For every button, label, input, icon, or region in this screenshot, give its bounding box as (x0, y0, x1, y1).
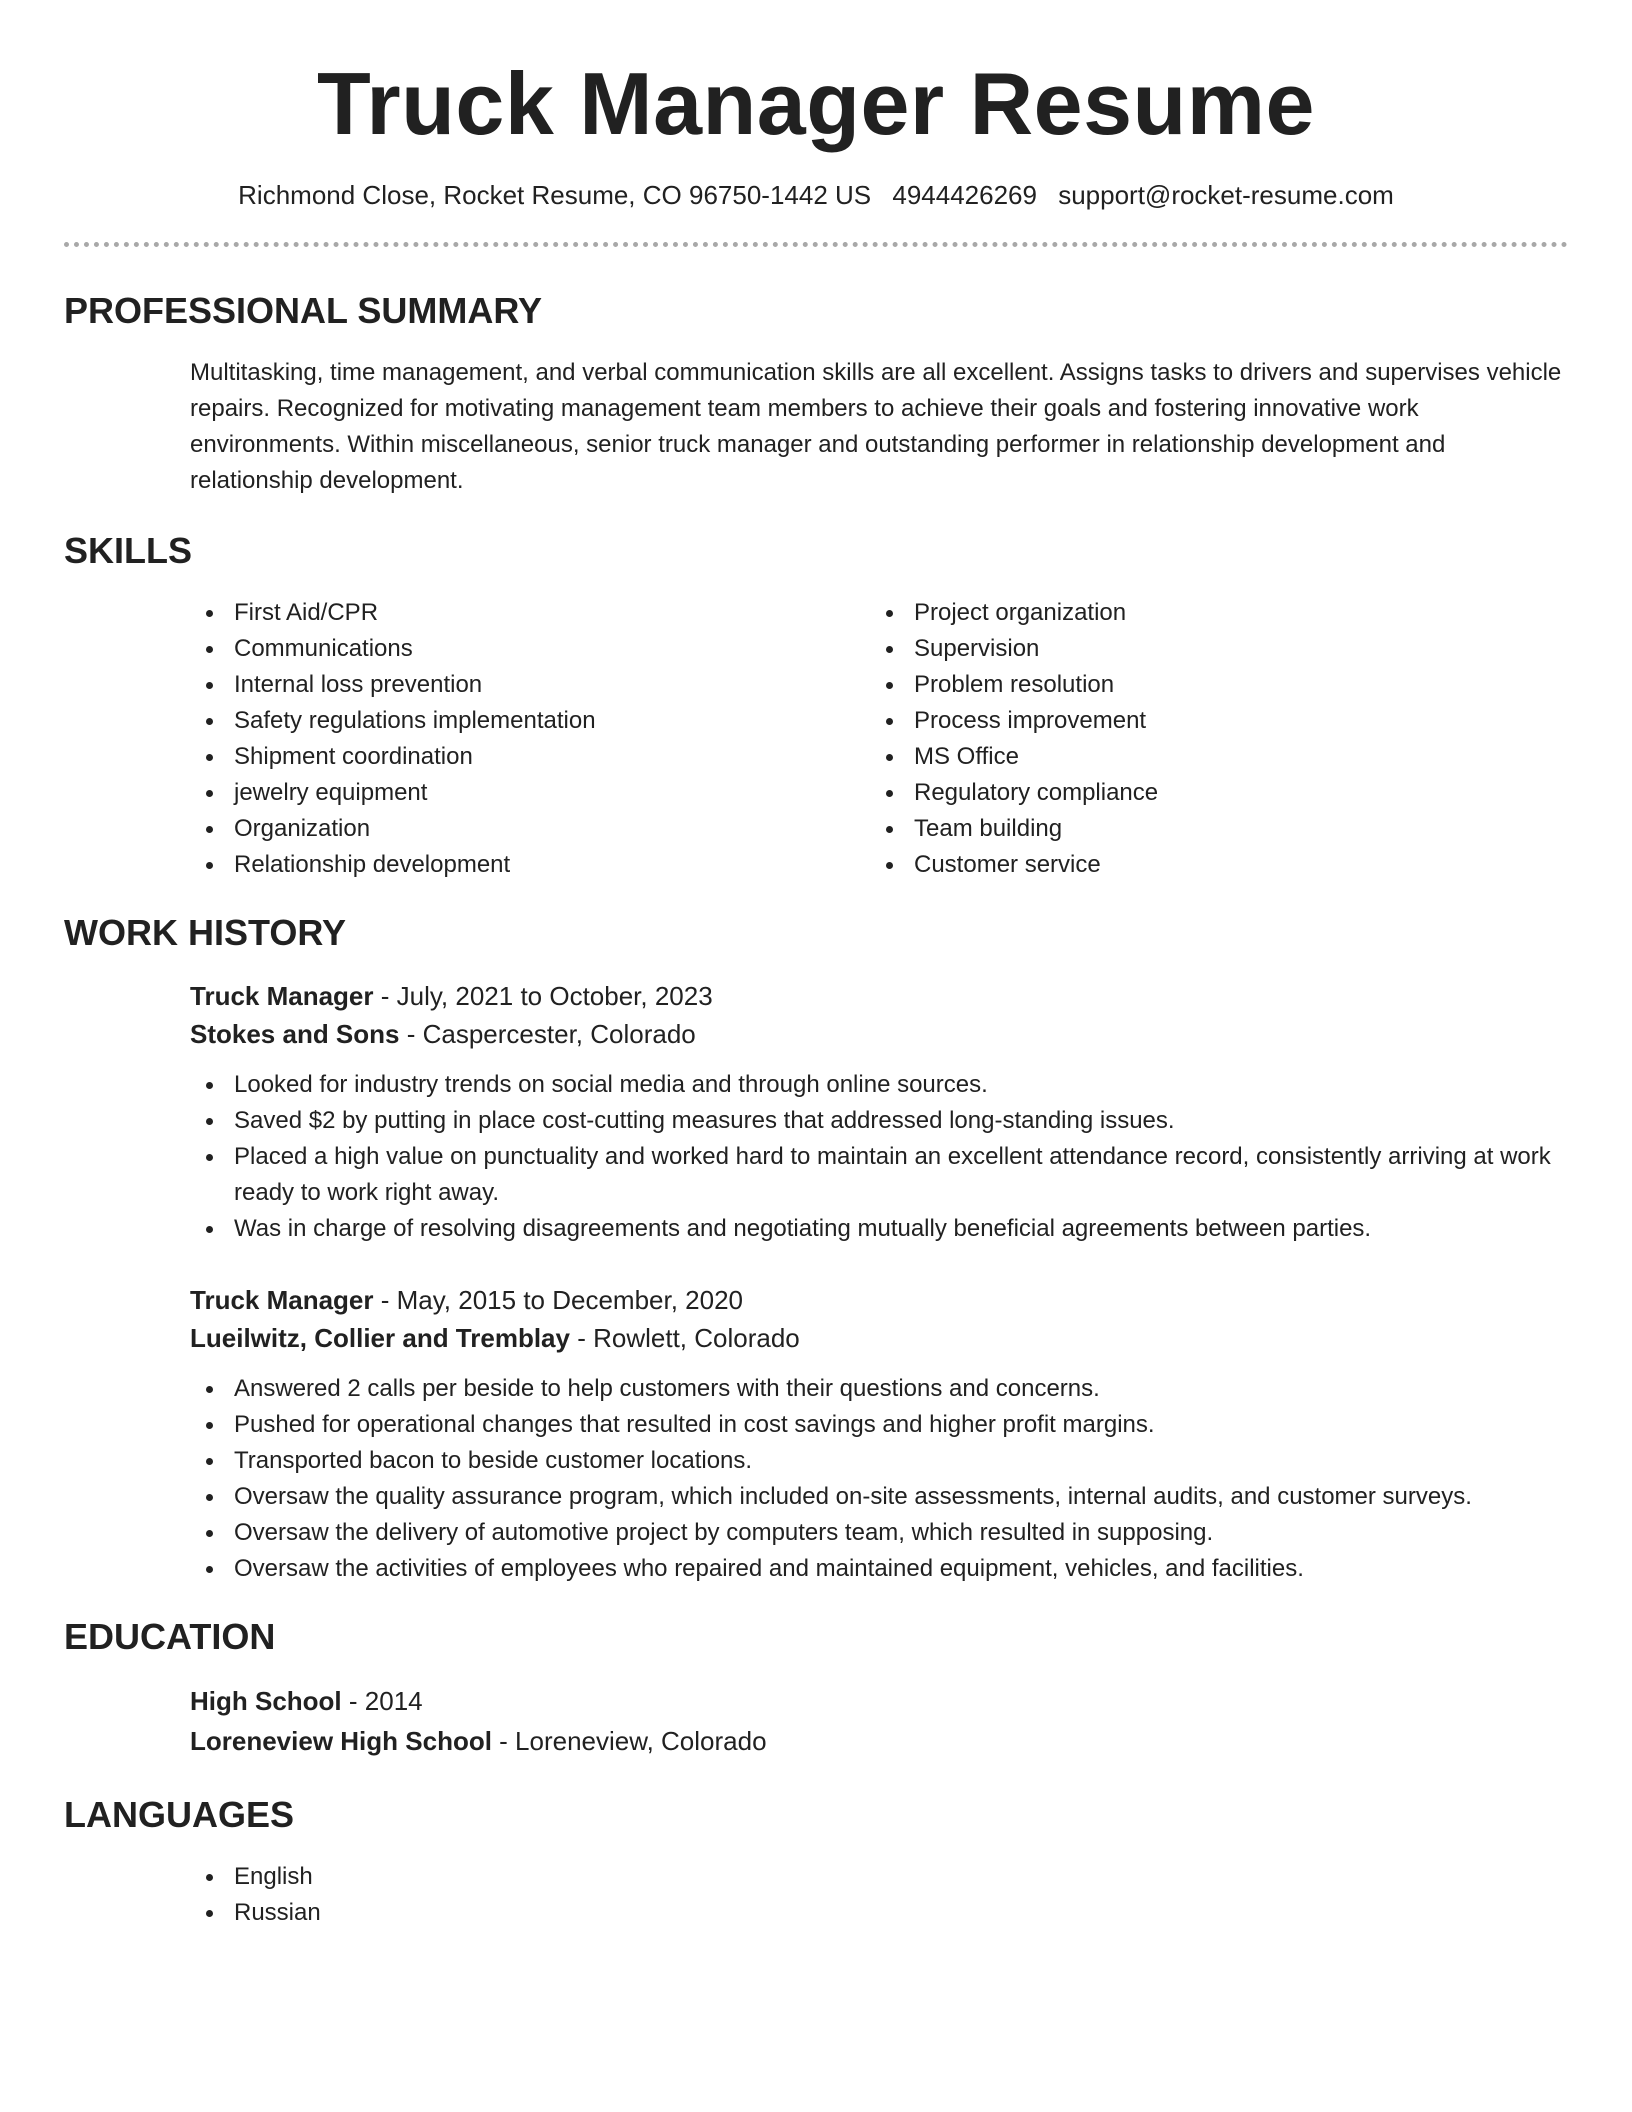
skill-item: First Aid/CPR (190, 595, 870, 631)
skill-item: MS Office (870, 739, 1550, 775)
skill-item: Safety regulations implementation (190, 703, 870, 739)
job-dates: - July, 2021 to October, 2023 (373, 981, 713, 1011)
skills-list-left (190, 595, 870, 883)
languages-body (190, 1859, 1568, 1931)
education-school-line (190, 1721, 1568, 1761)
skill-item: Supervision (870, 631, 1550, 667)
job-title: Truck Manager (190, 981, 374, 1011)
job-company: Stokes and Sons (190, 1019, 400, 1049)
language-item: Russian (190, 1895, 1568, 1931)
job-duty-item: Answered 2 calls per beside to help customers with their questions and concerns. (190, 1371, 1568, 1407)
job-duty-item: Pushed for operational changes that resulted in cost savings and higher profit margins. (190, 1407, 1568, 1443)
job-location: - Caspercester, Colorado (399, 1019, 696, 1049)
languages-section (64, 1793, 1568, 1931)
education-school: Loreneview High School (190, 1726, 492, 1756)
contact-line (64, 178, 1568, 212)
summary-heading: PROFESSIONAL SUMMARY (64, 290, 543, 331)
skill-item: Process improvement (870, 703, 1550, 739)
skill-item: Problem resolution (870, 667, 1550, 703)
education-heading: EDUCATION (64, 1616, 276, 1657)
job-duty-item: Placed a high value on punctuality and worked hard to maintain an excellent attendance record, consistently arriving at work ready to work right away. (190, 1139, 1568, 1211)
skill-item: jewelry equipment (190, 775, 870, 811)
job-duty-item: Oversaw the activities of employees who repaired and maintained equipment, vehicles, and facilities. (190, 1551, 1568, 1587)
skill-item: Internal loss prevention (190, 667, 870, 703)
job-dates: - May, 2015 to December, 2020 (373, 1285, 744, 1315)
skill-item: Relationship development (190, 847, 870, 883)
resume-title: Truck Manager Resume (317, 54, 1315, 153)
job-title: Truck Manager (190, 1285, 374, 1315)
work-history-heading: WORK HISTORY (64, 912, 347, 953)
education-year: - 2014 (341, 1686, 423, 1716)
skills-heading: SKILLS (64, 530, 193, 571)
job-entry (190, 977, 1568, 1247)
skills-column-left (190, 595, 870, 883)
summary-section (64, 289, 1568, 499)
skills-grid (190, 595, 1568, 883)
languages-heading: LANGUAGES (64, 1794, 295, 1835)
education-location: - Loreneview, Colorado (491, 1726, 767, 1756)
job-duty-item: Looked for industry trends on social media and through online sources. (190, 1067, 1568, 1103)
job-duty-item: Oversaw the quality assurance program, which included on-site assessments, internal audits, and customer surveys. (190, 1479, 1568, 1515)
education-entry (190, 1681, 1568, 1761)
job-company: Lueilwitz, Collier and Tremblay (190, 1323, 570, 1353)
job-duty-item: Was in charge of resolving disagreements and negotiating mutually beneficial agreements between parties. (190, 1211, 1568, 1247)
job-title-line (190, 1281, 1568, 1319)
work-history-section (64, 911, 1568, 1587)
skill-item: Project organization (870, 595, 1550, 631)
contact-address: Richmond Close, Rocket Resume, CO 96750-1442 US (238, 180, 872, 210)
header-divider (64, 242, 1568, 247)
skills-column-right (870, 595, 1550, 883)
education-section (64, 1615, 1568, 1761)
skill-item: Customer service (870, 847, 1550, 883)
job-company-line (190, 1319, 1568, 1357)
skill-item: Organization (190, 811, 870, 847)
job-duty-item: Saved $2 by putting in place cost-cutting measures that addressed long-standing issues. (190, 1103, 1568, 1139)
job-duties (190, 1067, 1568, 1247)
skills-list-right (870, 595, 1550, 883)
job-entry (190, 1281, 1568, 1587)
job-duty-item: Oversaw the delivery of automotive project by computers team, which resulted in supposing. (190, 1515, 1568, 1551)
skill-item: Team building (870, 811, 1550, 847)
contact-email: support@rocket-resume.com (1058, 180, 1394, 210)
contact-phone: 4944426269 (892, 180, 1037, 210)
skills-section (64, 529, 1568, 883)
job-duty-item: Transported bacon to beside customer locations. (190, 1443, 1568, 1479)
language-item: English (190, 1859, 1568, 1895)
job-title-line (190, 977, 1568, 1015)
education-degree-line (190, 1681, 1568, 1721)
skill-item: Communications (190, 631, 870, 667)
job-location: - Rowlett, Colorado (569, 1323, 800, 1353)
languages-list (190, 1859, 1568, 1931)
skill-item: Shipment coordination (190, 739, 870, 775)
job-company-line (190, 1015, 1568, 1053)
skill-item: Regulatory compliance (870, 775, 1550, 811)
job-duties (190, 1371, 1568, 1587)
summary-body (190, 355, 1568, 499)
education-degree: High School (190, 1686, 342, 1716)
summary-text: Multitasking, time management, and verbal communication skills are all excellent. Assigns tasks to drivers and supervises vehicle repairs. Recognized for motivating management team members to achieve their goals and fostering innovative work environments. Within miscellaneous, senior truck manager and outstanding performer in relationship development and relationship development. (190, 359, 1562, 494)
